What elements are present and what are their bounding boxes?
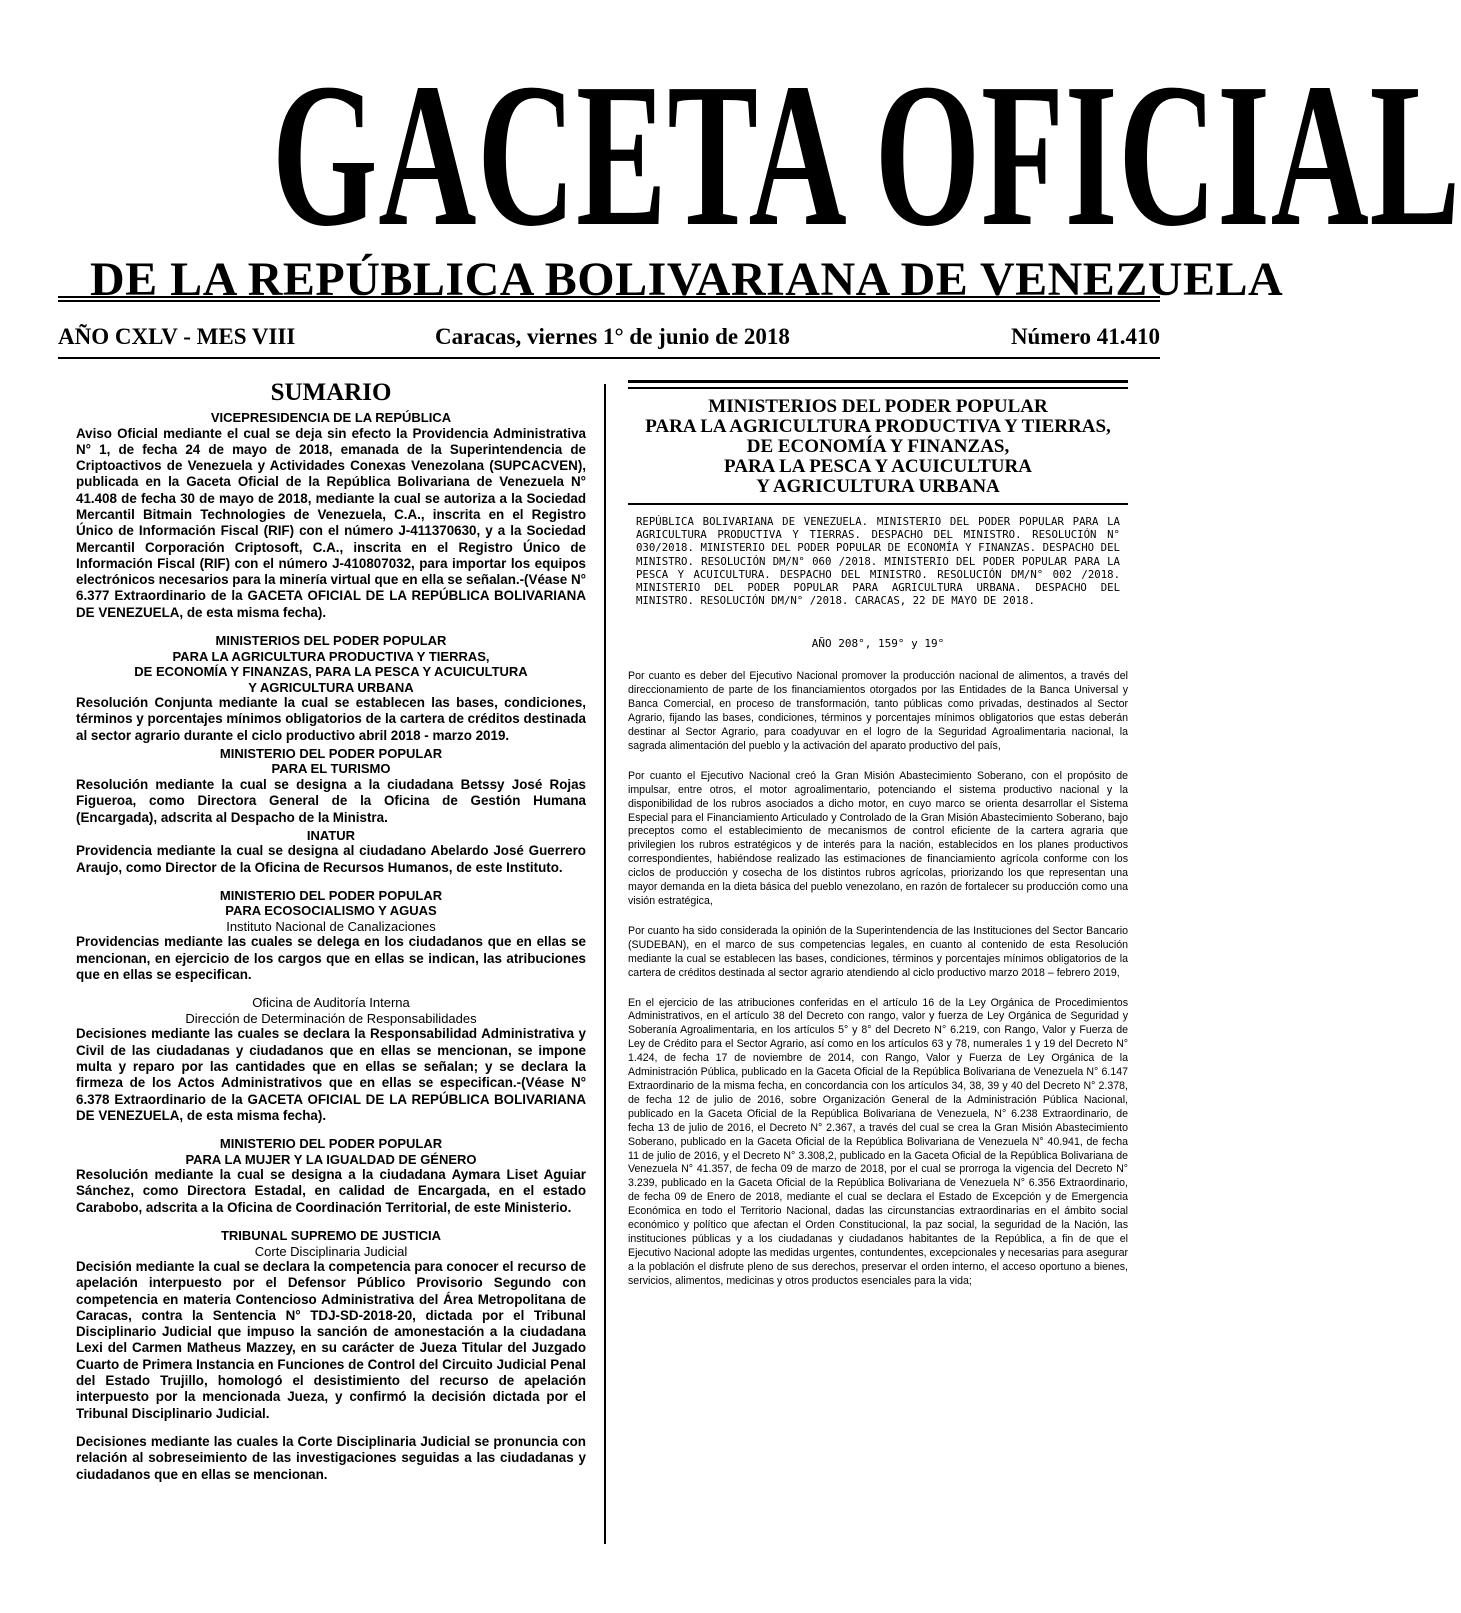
section-heading: Y AGRICULTURA URBANA <box>248 679 414 695</box>
section-subheading: Corte Disciplinaria Judicial <box>254 1243 408 1259</box>
column-divider <box>604 384 606 1544</box>
sumario-entry: Resolución Conjunta mediante la cual se establecen las bases, condiciones, términos y porcentajes mínimos obligatorios de la cartera de créditos destinada al sector agrario durante el ciclo productivo abril 2018 - marzo 2019. <box>76 695 586 743</box>
sumario-title: SUMARIO <box>270 379 392 406</box>
section-subheading: Dirección de Determinación de Responsabilidades <box>185 1010 477 1026</box>
ministry-rule <box>628 387 1128 389</box>
ministry-heading-line: PARA LA AGRICULTURA PRODUCTIVA Y TIERRAS, <box>645 416 1111 437</box>
section-heading: MINISTERIO DEL PODER POPULAR <box>219 887 443 903</box>
sumario-section <box>76 995 586 1124</box>
sumario-entry: Decisión mediante la cual se declara la competencia para conocer el recurso de apelación interpuesto por el Defensor Público Provisorio Segundo con competencia en materia Contencioso Administrativa del Área Metropolitana de Caracas, contra la Sentencia N° TDJ-SD-2018-20, dictada por el Tribunal Disciplinario Judicial que impuso la sanción de amonestación a la ciudadana Lexi del Carmen Matheus Mazzey, en su carácter de Jueza Titular del Juzgado Cuarto de Primera Instancia en Funciones de Control del Circuito Judicial Penal del Estado Trujillo, homologó el desistimiento del recurso de apelación interpuesto por la mencionada Jueza, y confirmó la decisión dictada por el Tribunal Disciplinario Judicial. <box>76 1259 586 1421</box>
section-heading: PARA ECOSOCIALISMO Y AGUAS <box>225 903 437 919</box>
resolution-paragraph: Por cuanto ha sido considerada la opinión de la Superintendencia de las Instituciones del Sector Bancario (SUDEBAN), en el marco de sus competencias legales, en cuanto al contenido de esta Resolución mediante la cual se establecen las bases, condiciones, términos y porcentajes mínimos obligatorios de la cartera de créditos destinada al sector agrario atendiendo al ciclo productivo marzo 2018 – febrero 2019, <box>628 924 1128 979</box>
sumario-entry: Aviso Oficial mediante el cual se deja sin efecto la Providencia Administrativa N° 1, de fecha 24 de mayo de 2018, emanada de la Superintendencia de Criptoactivos de Venezuela y Actividades Conexas Venezolana (SUPCACVEN), publicada en la Gaceta Oficial de la República Bolivariana de Venezuela N° 41.408 de fecha 30 de mayo de 2018, mediante la cual se autoriza a la Sociedad Mercantil Bitmain Technologies de Venezuela, C.A., inscrita en el Registro Único de Información Fiscal (RIF) con el número J-411370630, y a la Sociedad Mercantil Corporación Criptosoft, C.A., inscrita en el Registro Único de Información Fiscal (RIF) con el número J-410807032, para importar los equipos electrónicos necesarios para la minería virtual que en ella se señalan.-(Véase N° 6.377 Extraordinario de la GACETA OFICIAL DE LA REPÚBLICA BOLIVARIANA DE VENEZUELA, de esta misma fecha). <box>76 425 586 620</box>
sumario-entry: Providencias mediante las cuales se delega en los ciudadanos que en ellas se mencionan, en ejercicio de los cargos que en ellas se indican, las atribuciones que en ellas se especifican. <box>76 934 586 983</box>
section-heading: INATUR <box>306 827 356 843</box>
ministry-heading-line: Y AGRICULTURA URBANA <box>756 476 1000 497</box>
ministry-heading-line: DE ECONOMÍA Y FINANZAS, <box>746 436 1010 457</box>
masthead-title: GACETA OFICIAL <box>271 40 1461 269</box>
issue-number: Número 41.410 <box>1010 324 1160 349</box>
section-heading: PARA LA AGRICULTURA PRODUCTIVA Y TIERRAS, <box>172 648 490 664</box>
sumario-section <box>76 828 586 876</box>
ministry-heading <box>628 397 1128 497</box>
resolution-paragraph: Por cuanto es deber del Ejecutivo Nacional promover la producción nacional de alimentos, a través del direccionamiento de parte de los financiamientos otorgados por las Entidades de la Banca Universal y Banca Comercial, en proceso de transformación, tanto públicas como privadas, destinados al Sector Agrario, fijando las bases, condiciones, términos y porcentajes mínimos obligatorios que estas deberán destinar al Sector Agrario, para coadyuvar en el logro de la Seguridad Agroalimentaria nacional, la sagrada alimentación del pueblo y la activación del aparato productivo del país, <box>628 670 1128 752</box>
section-heading: MINISTERIO DEL PODER POPULAR <box>219 1136 443 1152</box>
ministry-rule <box>628 380 1128 383</box>
section-heading: VICEPRESIDENCIA DE LA REPÚBLICA <box>210 410 452 425</box>
sumario-column <box>76 378 586 1495</box>
sumario-entry: Decisiones mediante las cuales la Corte Disciplinaria Judicial se pronuncia con relación al sobreseimiento de las investigaciones seguidas a las ciudadanas y ciudadanos que en ellas se mencionan. <box>76 1433 586 1482</box>
resolution-header: REPÚBLICA BOLIVARIANA DE VENEZUELA. MINISTERIO DEL PODER POPULAR PARA LA AGRICULTURA PRODUCTIVA Y TIERRAS. DESPACHO DEL MINISTRO. RESOLUCIÓN N° 030/2018. MINISTERIO DEL PODER POPULAR DE ECONOMÍA Y FINANZAS. DESPACHO DEL MINISTRO. RESOLUCIÓN DM/N° 060 /2018. MINISTERIO DEL PODER POPULAR PARA LA PESCA Y ACUICULTURA. DESPACHO DEL MINISTRO. RESOLUCIÓN DM/N° 002 /2018. MINISTERIO DEL PODER POPULAR PARA AGRICULTURA URBANA. DESPACHO DEL MINISTRO. RESOLUCIÓN DM/N° /2018. CARACAS, 22 DE MAYO DE 2018. <box>636 515 1120 608</box>
issue-place-date: Caracas, viernes 1° de junio de 2018 <box>435 324 790 349</box>
sumario-section <box>76 410 586 621</box>
resolution-paragraph: Por cuanto el Ejecutivo Nacional creó la Gran Misión Abastecimiento Soberano, con el propósito de impulsar, entre otros, el motor agroalimentario, potenciando el sistema productivo nacional y la disponibilidad de los rubros asociados a dicho motor, en cuyo marco se orienta desarrollar el Sistema Especial para el Financiamiento Articulado y Controlado de la Gran Misión Abastecimiento Soberano, bajo preceptos como el establecimiento de mecanismos de control eficiente de la cartera agraria que privilegien los rubros estratégicos y de interés para la nación, establecidos en los planes productivos correspondientes, habiéndose realizado las estimaciones de financiamiento agrícola conforme con los ciclos de producción y cosecha de los distintos rubros agrícolas, priorizando los que representan una mayor demanda en la dieta básica del pueblo venezolano, en razón de fortalecer su producción como una visión estratégica, <box>628 769 1128 908</box>
masthead-rule-top <box>58 296 1160 298</box>
section-subheading: Oficina de Auditoría Interna <box>252 995 410 1011</box>
sumario-entry: Resolución mediante la cual se designa a la ciudadana Betssy José Rojas Figueroa, como Directora General de la Oficina de Gestión Humana (Encargada), adscrita al Despacho de la Ministra. <box>76 776 586 825</box>
masthead-rule-top-2 <box>58 300 1160 302</box>
ministry-rule <box>628 503 1128 505</box>
sumario-entry: Providencia mediante la cual se designa al ciudadano Abelardo José Guerrero Araujo, como Director de la Oficina de Recursos Humanos, de este Instituto. <box>76 843 586 875</box>
resolution-year-line: AÑO 208°, 159° y 19° <box>811 637 945 651</box>
sumario-section <box>76 1136 586 1216</box>
sumario-entry: Resolución mediante la cual se designa a la ciudadana Aymara Liset Aguiar Sánchez, como Directora Estadal, en calidad de Encargada, en el estado Carabobo, adscrita a la Oficina de Coordinación Territorial, de este Ministerio. <box>76 1167 586 1215</box>
section-heading: DE ECONOMÍA Y FINANZAS, PARA LA PESCA Y ACUICULTURA <box>134 664 528 680</box>
section-heading: TRIBUNAL SUPREMO DE JUSTICIA <box>220 1228 442 1243</box>
masthead-subtitle: DE LA REPÚBLICA BOLIVARIANA DE VENEZUELA <box>90 253 1284 306</box>
resolution-column <box>628 380 1128 1305</box>
dateline-rule <box>58 357 1160 359</box>
section-subheading: Instituto Nacional de Canalizaciones <box>226 918 436 934</box>
ministry-heading-line: MINISTERIOS DEL PODER POPULAR <box>708 396 1048 417</box>
sumario-entry: Decisiones mediante las cuales se declara la Responsabilidad Administrativa y Civil de las ciudadanas y ciudadanos que en ellas se mencionan, se impone multa y reparo por las cantidades que en ellas se señalan; y se declara la firmeza de los Actos Administrativos que en ellas se especifican.-(Véase N° 6.378 Extraordinario de la GACETA OFICIAL DE LA REPÚBLICA BOLIVARIANA DE VENEZUELA, de esta misma fecha). <box>76 1026 586 1123</box>
sumario-section <box>76 1228 586 1483</box>
masthead <box>90 40 1461 306</box>
section-heading: MINISTERIOS DEL PODER POPULAR <box>215 633 447 649</box>
resolution-paragraph: En el ejercicio de las atribuciones conferidas en el artículo 16 de la Ley Orgánica de Procedimientos Administrativos, en el artículo 38 del Decreto con rango, valor y fuerza de Ley Orgánica de Seguridad y Soberanía Agroalimentaria, en los artículos 5° y 8° del Decreto N° 6.219, con Rango, Valor y Fuerza de Ley de Crédito para el Sector Agrario, así como en los artículos 63 y 78, numerales 1 y 19 del Decreto N° 1.424, de fecha 17 de noviembre de 2014, con Rango, Valor y Fuerza de Ley Orgánica de la Administración Pública, publicado en la Gaceta Oficial de la República Bolivariana de Venezuela N° 6.147 Extraordinario de la misma fecha, en concordancia con los artículos 34, 38, 39 y 40 del Decreto N° 2.378, de fecha 12 de julio de 2016, sobre Organización General de la Administración Pública Nacional, publicado en la Gaceta Oficial de la República Bolivariana de Venezuela, N° 6.238 Extraordinario, de fecha 13 de julio de 2016, el Decreto N° 2.367, a través del cual se crea la Gran Misión Abastecimiento Soberano, publicado en la Gaceta Oficial de la República Bolivariana de Venezuela N° 40.941, de fecha 11 de julio de 2016, y el Decreto N° 3.308,2, publicado en la Gaceta Oficial de la República Bolivariana de Venezuela N° 41.357, de fecha 09 de marzo de 2018, por el cual se prorroga la vigencia del Decreto N° 3.239, publicado en la Gaceta Oficial de la República Bolivariana de Venezuela N° 6.356 Extraordinario, de fecha 09 de Enero de 2018, mediante el cual se declara el Estado de Excepción y de Emergencia Económica en todo el Territorio Nacional, dadas las circunstancias extraordinarias en el ámbito social económico y político que afectan el Orden Constitucional, la paz social, la seguridad de la Nación, las instituciones públicas y a los ciudadanas y ciudadanos habitantes de la República, a fin de que el Ejecutivo Nacional adopte las medidas urgentes, contundentes, excepcionales y necesarias para asegurar a la población el disfrute pleno de sus derechos, preservar el orden interno, el acceso oportuno a bienes, servicios, alimentos, medicinas y otros productos esenciales para la vida; <box>628 996 1128 1287</box>
section-heading: PARA EL TURISMO <box>271 761 391 777</box>
sumario-section <box>76 633 586 744</box>
sumario-section <box>76 888 586 983</box>
ministry-heading-line: PARA LA PESCA Y ACUICULTURA <box>724 456 1032 477</box>
issue-year-month: AÑO CXLV - MES VIII <box>58 324 296 349</box>
section-heading: MINISTERIO DEL PODER POPULAR <box>219 745 443 761</box>
sumario-section <box>76 746 586 826</box>
section-heading: PARA LA MUJER Y LA IGUALDAD DE GÉNERO <box>185 1151 477 1167</box>
